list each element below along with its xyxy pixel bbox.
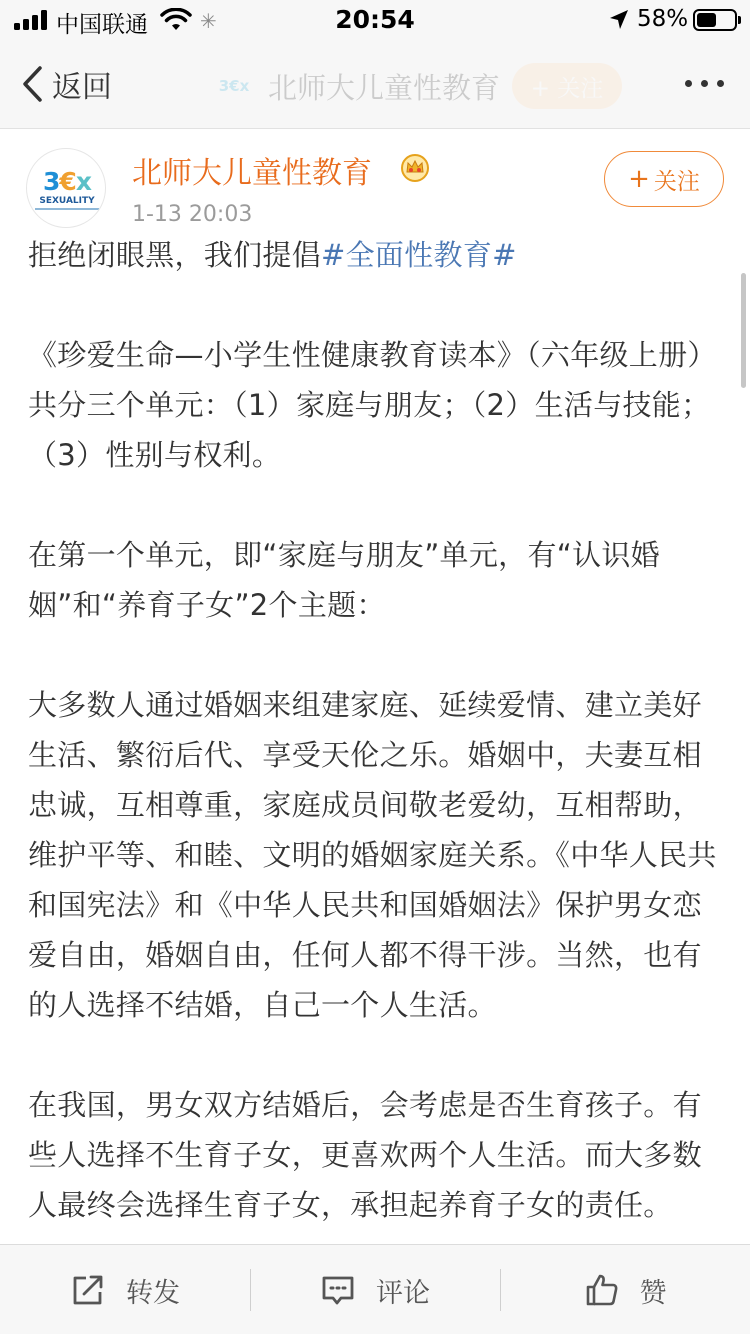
follow-label: 关注 — [653, 168, 700, 195]
scrollbar[interactable] — [741, 273, 746, 388]
battery-percent: 58% — [637, 6, 689, 32]
avatar-logo-mark: 3€x — [43, 167, 91, 196]
nav-title: 北师大儿童性教育 — [268, 70, 501, 105]
nav-avatar-logo: 3€x — [218, 77, 250, 95]
more-dot-icon — [685, 80, 692, 87]
post-paragraph: 大多数人通过婚姻来组建家庭、延续爱情、建立美好生活、繁衍后代、享受天伦之乐。婚姻中，夫妻互相忠诚，互相尊重，家庭成员间敬老爱幼，互相帮助，维护平等、和睦、文明的婚姻家庭关系。《中华人民共和国宪法》和《中华人民共和国婚姻法》保护男女恋爱自由，婚姻自由，任何人都不得干涉。当然，也有的人选择不结婚，自己一个人生活。 — [28, 688, 717, 1022]
thumbs-up-icon — [584, 1272, 620, 1308]
nav-follow-button[interactable]: + 关注 — [512, 63, 622, 109]
nav-collapsed-header — [214, 64, 622, 108]
follow-button[interactable] — [604, 151, 724, 207]
post-paragraph: 《珍爱生命—小学生性健康教育读本》（六年级上册）共分三个单元：（1）家庭与朋友；（2）生活与技能；（3）性别与权利。 — [28, 338, 717, 472]
share-icon — [70, 1272, 106, 1308]
comment-label: 评论 — [376, 1277, 430, 1309]
post-timestamp: 1-13 20:03 — [132, 202, 253, 227]
post-body — [28, 230, 724, 1244]
like-button[interactable] — [500, 1245, 750, 1334]
clock: 20:54 — [335, 5, 415, 34]
battery-icon — [693, 9, 737, 31]
paragraph-text: 拒绝闭眼黑，我们提倡 — [28, 238, 322, 272]
more-dot-icon — [701, 80, 708, 87]
comment-icon — [320, 1272, 356, 1308]
repost-label: 转发 — [126, 1277, 180, 1309]
author-name[interactable]: 北师大儿童性教育 — [132, 156, 372, 191]
back-button[interactable] — [20, 62, 112, 106]
like-label: 赞 — [639, 1277, 667, 1309]
repost-button[interactable] — [0, 1245, 250, 1334]
location-arrow-icon — [608, 8, 630, 32]
avatar-logo-subline — [35, 208, 99, 210]
more-dot-icon — [717, 80, 724, 87]
navigation-bar — [0, 40, 750, 129]
topic-hashtag-link[interactable]: #全面性教育# — [321, 238, 517, 272]
battery-fill — [697, 13, 716, 27]
activity-spinner-icon: ✳ — [200, 9, 217, 33]
back-label: 返回 — [52, 70, 112, 105]
more-options-button[interactable] — [685, 80, 724, 87]
post-paragraph: 在我国，男女双方结婚后，会考虑是否生育孩子。有些人选择不生育子女，更喜欢两个人生活。而大多数人最终会选择生育子女，承担起养育子女的责任。 — [28, 1088, 702, 1222]
comment-button[interactable] — [250, 1245, 500, 1334]
action-bar — [0, 1244, 750, 1334]
status-bar — [0, 0, 750, 40]
post-paragraph: 在第一个单元，即“家庭与朋友”单元，有“认识婚姻”和“养育子女”2个主题： — [28, 538, 660, 622]
post-paragraph — [28, 230, 724, 280]
post-content[interactable] — [0, 130, 750, 1244]
crown-badge-icon — [400, 153, 430, 183]
plus-icon: + — [628, 164, 650, 194]
chevron-left-icon — [20, 64, 46, 104]
carrier-name: 中国联通 — [56, 12, 148, 38]
avatar-logo-text: SEXUALITY — [39, 196, 95, 206]
author-avatar[interactable] — [26, 148, 106, 228]
